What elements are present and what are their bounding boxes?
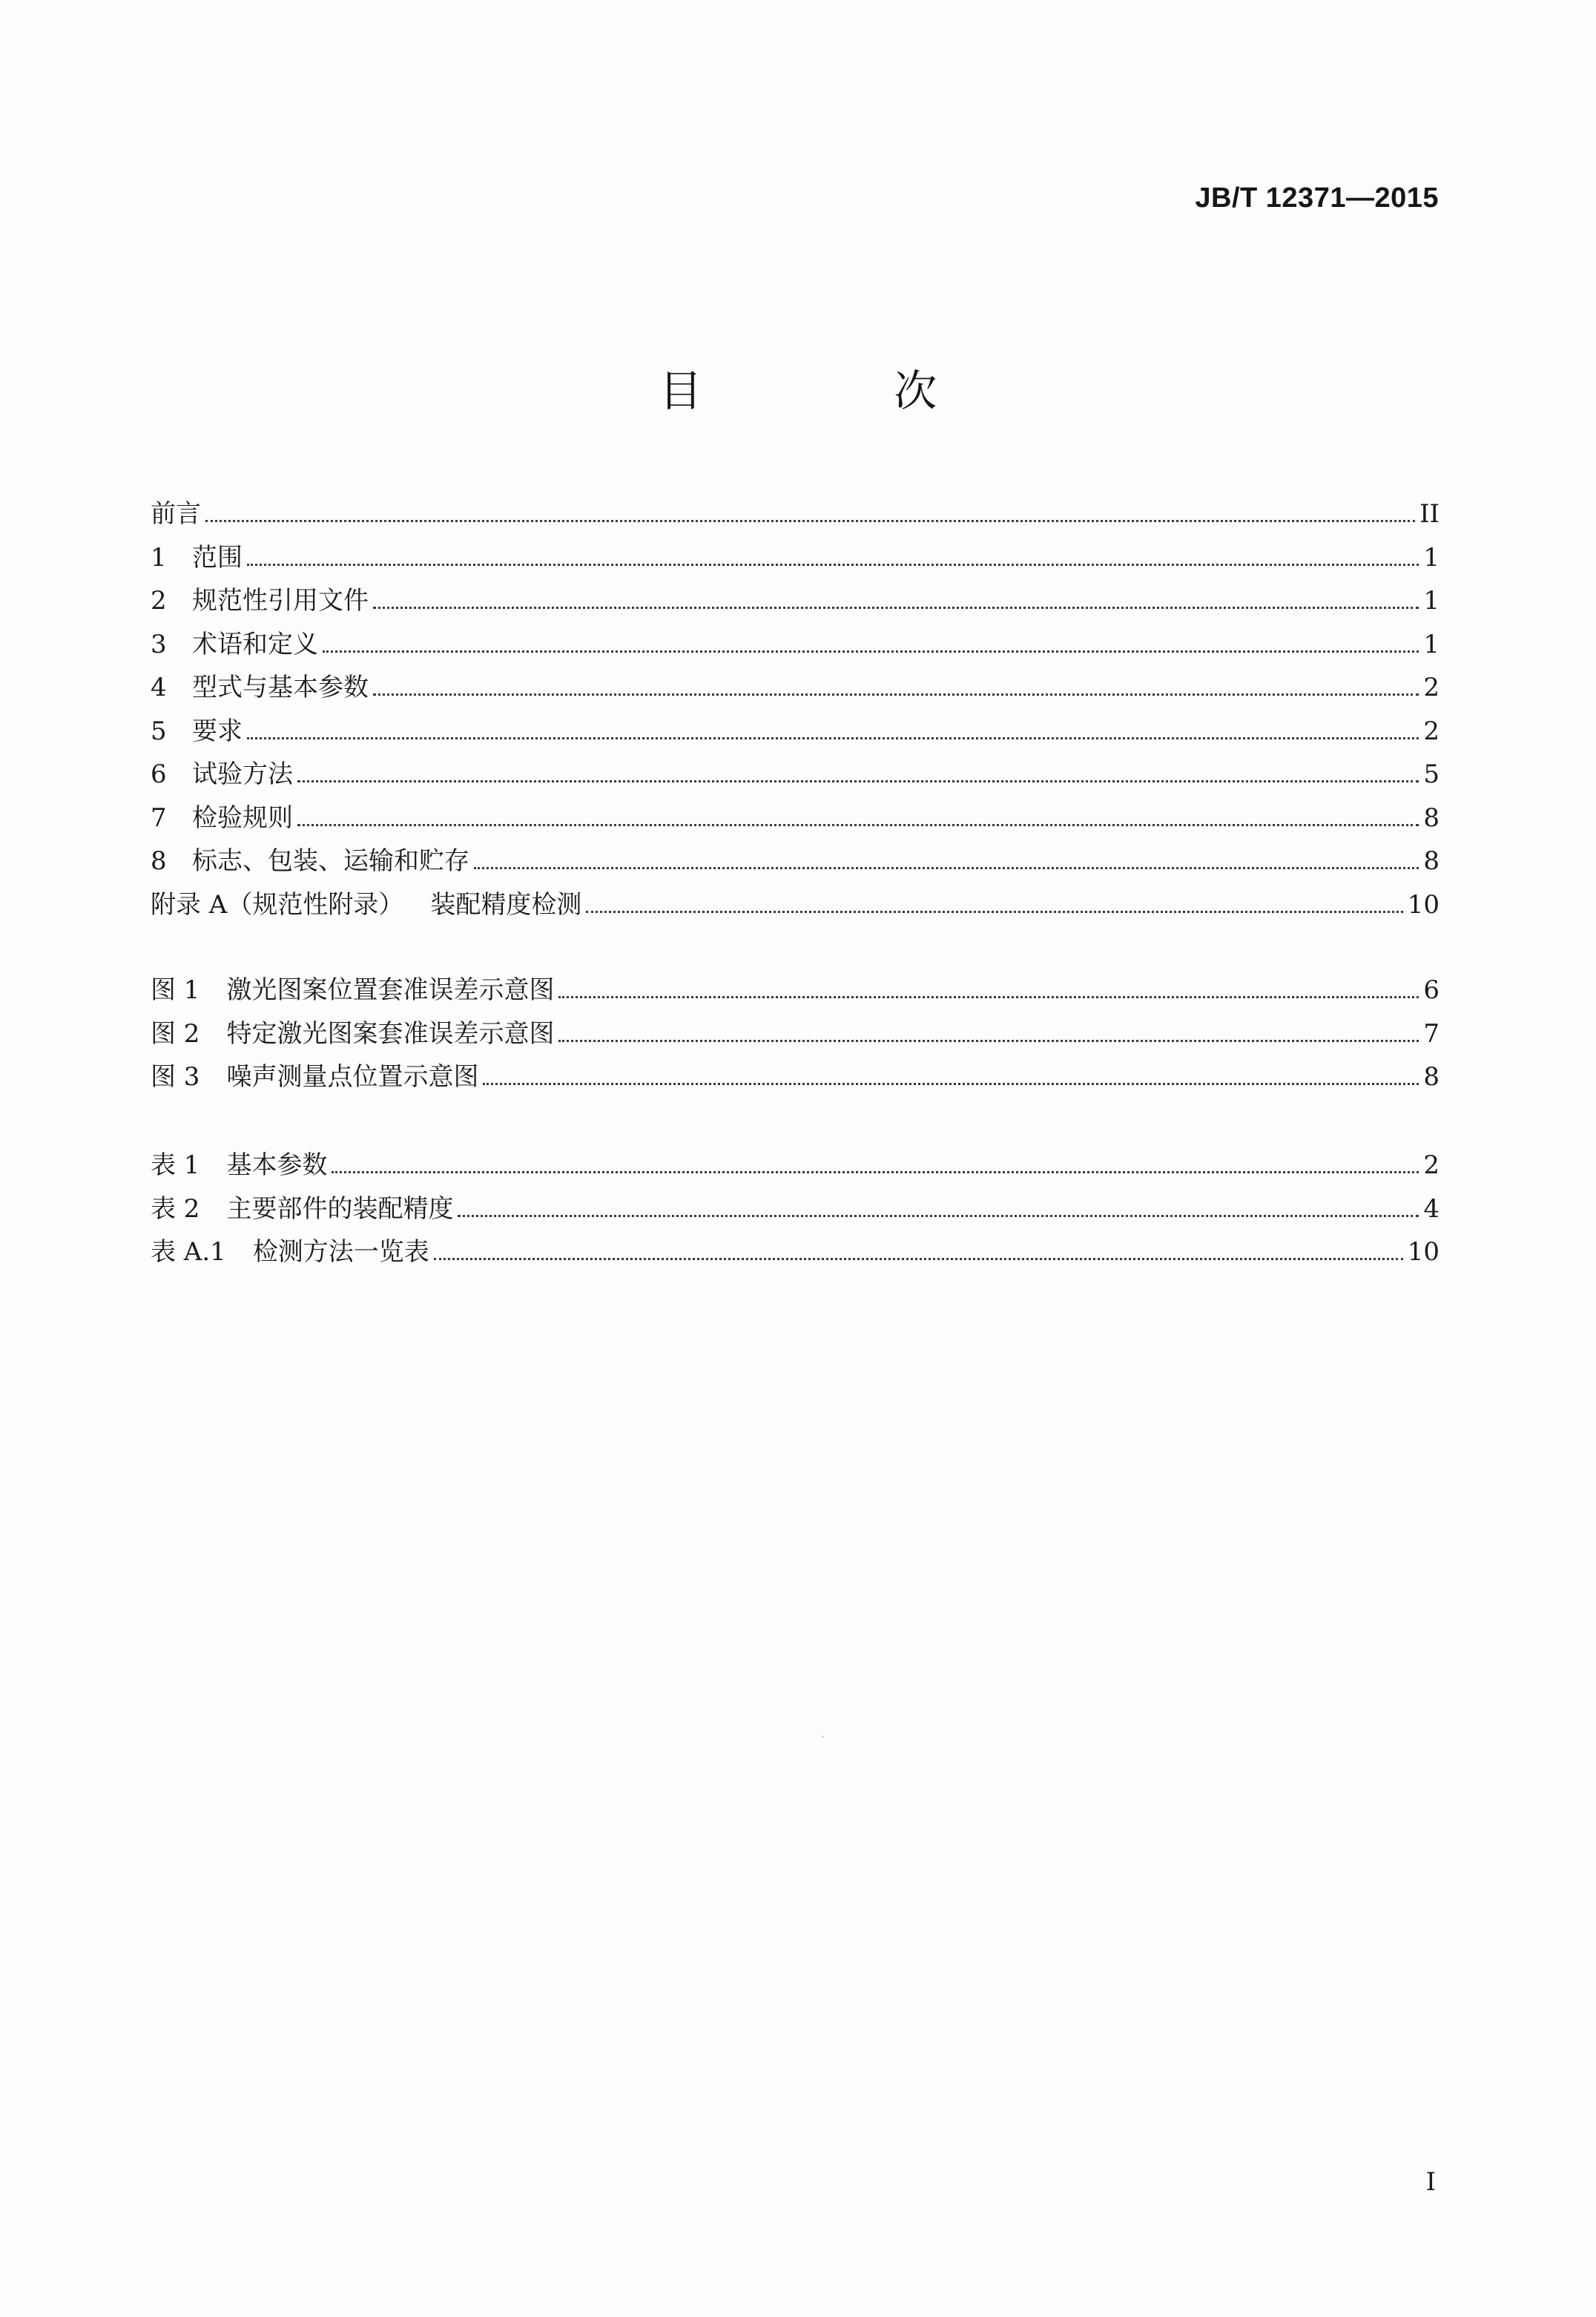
figure-label: 图 3 xyxy=(151,1062,200,1092)
toc-entry-label: 试验方法 xyxy=(192,759,293,789)
leader-dots xyxy=(297,824,1419,826)
table-label: 表 A.1 xyxy=(151,1237,226,1267)
toc-entry-page: 2 xyxy=(1423,716,1440,746)
table-title: 主要部件的装配精度 xyxy=(226,1193,454,1224)
toc-entry-page: 10 xyxy=(1407,889,1440,920)
toc-entry-label: 范围 xyxy=(192,542,243,573)
toc-entry-label: 前言 xyxy=(151,499,201,529)
toc-entry-page: 8 xyxy=(1423,802,1440,833)
toc-entry-number: 6 xyxy=(151,759,167,789)
toc-entry-number: 5 xyxy=(151,716,167,746)
figure-title: 激光图案位置套准误差示意图 xyxy=(226,975,555,1005)
toc-entry-number: 2 xyxy=(151,586,167,616)
leader-dots xyxy=(205,520,1415,522)
toc-entry-number: 3 xyxy=(151,629,167,659)
toc-entry-label: 要求 xyxy=(192,716,243,746)
toc-figures xyxy=(151,969,1440,1099)
figure-label: 图 1 xyxy=(151,975,200,1005)
toc-entry-6[interactable] xyxy=(151,753,1440,797)
figure-page: 8 xyxy=(1423,1062,1440,1092)
leader-dots xyxy=(474,867,1419,869)
toc-entry-foreword[interactable] xyxy=(151,492,1440,536)
toc-entry-label: 型式与基本参数 xyxy=(192,673,369,702)
toc-entry-sublabel: 装配精度检测 xyxy=(430,889,582,920)
leader-dots xyxy=(483,1083,1419,1085)
toc-entry-1[interactable] xyxy=(151,536,1440,580)
leader-dots xyxy=(247,564,1419,566)
table-label: 表 1 xyxy=(151,1150,200,1180)
figure-title: 特定激光图案套准误差示意图 xyxy=(226,1018,555,1049)
page-title: 目 次 xyxy=(659,366,1026,416)
toc-figure-1[interactable] xyxy=(151,969,1440,1012)
table-label: 表 2 xyxy=(151,1193,200,1224)
table-page: 4 xyxy=(1423,1193,1440,1224)
toc-entry-label: 标志、包装、运输和贮存 xyxy=(192,846,469,876)
toc-entry-4[interactable] xyxy=(151,666,1440,710)
toc-entry-page: 1 xyxy=(1423,586,1440,616)
table-page: 2 xyxy=(1423,1150,1440,1180)
toc-entry-8[interactable] xyxy=(151,840,1440,883)
scan-speck xyxy=(822,1736,824,1738)
table-title: 基本参数 xyxy=(226,1150,328,1180)
toc-entry-annex-a[interactable] xyxy=(151,883,1440,927)
figure-label: 图 2 xyxy=(151,1018,200,1049)
leader-dots xyxy=(558,1040,1419,1042)
toc-entry-label: 术语和定义 xyxy=(192,629,318,659)
toc-entry-3[interactable] xyxy=(151,623,1440,667)
toc-table-2[interactable] xyxy=(151,1187,1440,1231)
toc-entry-label: 规范性引用文件 xyxy=(192,586,369,616)
toc-entry-page: 1 xyxy=(1423,629,1440,659)
leader-dots xyxy=(458,1215,1419,1217)
leader-dots xyxy=(558,996,1419,998)
toc-entry-page: 2 xyxy=(1423,673,1440,702)
leader-dots xyxy=(373,607,1419,609)
figure-page: 7 xyxy=(1423,1018,1440,1049)
toc-entry-page: II xyxy=(1419,499,1440,529)
toc-figure-2[interactable] xyxy=(151,1012,1440,1056)
toc-entry-number: 1 xyxy=(151,542,167,573)
table-title: 检测方法一览表 xyxy=(252,1237,429,1267)
table-page: 10 xyxy=(1407,1237,1440,1267)
toc-entry-page: 5 xyxy=(1423,759,1440,789)
leader-dots xyxy=(373,693,1419,696)
toc-entry-page: 1 xyxy=(1423,542,1440,573)
leader-dots xyxy=(323,650,1419,653)
toc-table-1[interactable] xyxy=(151,1144,1440,1187)
toc-entry-number: 7 xyxy=(151,802,167,833)
toc-tables xyxy=(151,1144,1440,1274)
leader-dots xyxy=(332,1171,1419,1173)
standard-code: JB/T 12371—2015 xyxy=(1195,182,1439,214)
toc-figure-3[interactable] xyxy=(151,1055,1440,1099)
toc-entry-number: 8 xyxy=(151,846,167,876)
page-number: I xyxy=(1425,2167,1436,2197)
leader-dots xyxy=(297,780,1419,782)
toc-entry-page: 8 xyxy=(1423,846,1440,876)
toc-chapters xyxy=(151,492,1440,926)
toc-entry-2[interactable] xyxy=(151,579,1440,623)
toc-entry-5[interactable] xyxy=(151,710,1440,754)
toc-entry-label: 附录 A（规范性附录） xyxy=(151,889,404,920)
figure-page: 6 xyxy=(1423,975,1440,1005)
leader-dots xyxy=(434,1258,1403,1260)
toc-entry-label: 检验规则 xyxy=(192,802,293,833)
toc-entry-number: 4 xyxy=(151,673,167,702)
toc-table-a1[interactable] xyxy=(151,1230,1440,1274)
toc-entry-7[interactable] xyxy=(151,797,1440,840)
leader-dots xyxy=(586,911,1402,913)
figure-title: 噪声测量点位置示意图 xyxy=(226,1062,479,1092)
leader-dots xyxy=(247,737,1419,739)
